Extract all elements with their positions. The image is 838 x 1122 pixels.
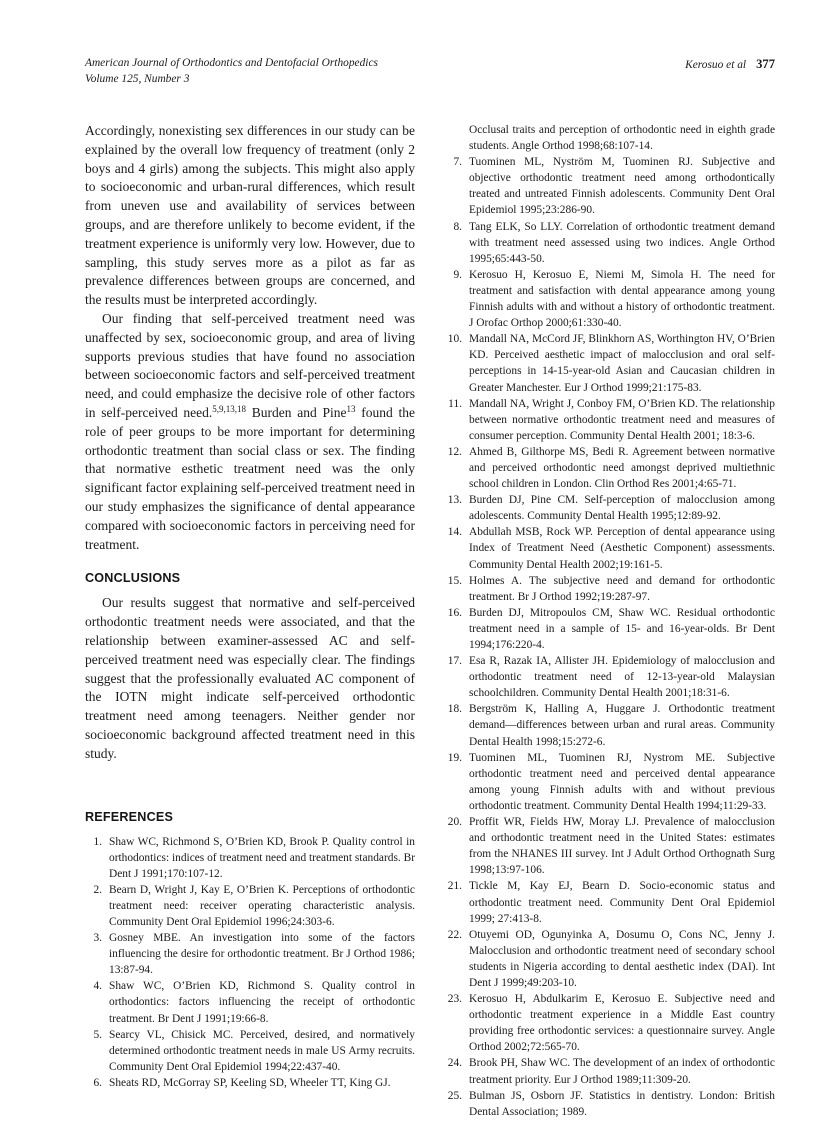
journal-volume-line: Volume 125, Number 3 [85, 72, 190, 85]
reference-text: Esa R, Razak IA, Allister JH. Epidemiology of malocclusion and orthodontic treatment need of 12-13-year-old Malaysian schoolchildren. Community Dental Health 2001;18:31-6. [469, 655, 775, 700]
reference-item [445, 524, 775, 572]
reference-number: 21. [447, 880, 462, 893]
reference-number: 7. [453, 156, 462, 169]
journal-info [85, 56, 378, 87]
reference-item [85, 882, 415, 930]
reference-text: Holmes A. The subjective need and demand for orthodontic treatment. Br J Orthod 1992;19:287-97. [469, 574, 775, 603]
references-heading: REFERENCES [85, 809, 174, 824]
reference-text: Occlusal traits and perception of orthodontic need in eighth grade students. Angle Orthod 1998;68:107-14. [469, 124, 775, 153]
reference-item [85, 1027, 415, 1075]
conclusions-paragraph: Our results suggest that normative and self-perceived orthodontic treatment needs were associated, and that the relationship between examiner-assessed AC and self-perceived treatment need was especially clear. The findings suggest that the professionally evaluated AC component of the IOTN might indicate self-perceived orthodontic treatment need among teenagers. Neither gender nor socioeconomic background affected treatment need in this study. [85, 595, 415, 761]
reference-item [445, 267, 775, 331]
reference-item [445, 605, 775, 653]
page-number: 377 [756, 57, 775, 71]
references-list-right [445, 122, 775, 1120]
reference-item [445, 219, 775, 267]
paragraph-text: Burden and Pine [246, 404, 347, 420]
reference-number: 4. [93, 980, 102, 993]
reference-number: 5. [93, 1028, 102, 1041]
reference-text: Kerosuo H, Kerosuo E, Niemi M, Simola H. The need for treatment and satisfaction with dental appearance among young Finnish adults with and without a history of orthodontic treatment. J Orofac Orthop 2000;61:330-40. [469, 268, 775, 330]
running-head-right [685, 56, 775, 72]
reference-item [85, 978, 415, 1026]
reference-text: Bearn D, Wright J, Kay E, O’Brien K. Perceptions of orthodontic treatment need: receiver operating characteristic analysis. Community Dent Oral Epidemiol 1996;24:303-6. [109, 883, 415, 928]
reference-text: Burden DJ, Pine CM. Self-perception of malocclusion among adolescents. Community Dental Health 1995;12:89-92. [469, 494, 775, 523]
reference-number: 15. [447, 574, 462, 587]
reference-number: 1. [93, 835, 102, 848]
reference-item [445, 492, 775, 524]
discussion-paragraph-1: Accordingly, nonexisting sex differences in our study can be explained by the overall low frequency of treatment (only 2 boys and 4 girls) among the subjects. This might also apply to socioeconomic and urban-rural differences, which result from uneven use and availability of services between groups, and are therefore unlikely to become evident, if the treatment experience is uniformly very low. However, due to sampling, this study serves more as a pilot as far as prevalence differences between groups are concerned, and the results must be interpreted accordingly. [85, 123, 415, 308]
reference-number: 19. [447, 751, 462, 764]
reference-text: Brook PH, Shaw WC. The development of an index of orthodontic treatment priority. Eur J Orthod 1989;11:309-20. [469, 1057, 775, 1086]
reference-text: Abdullah MSB, Rock WP. Perception of dental appearance using Index of Treatment Need (Aesthetic Component) assessments. Community Dental Health 2002;19:161-5. [469, 526, 775, 571]
reference-number: 8. [453, 220, 462, 233]
reference-text: Mandall NA, McCord JF, Blinkhorn AS, Worthington HV, O’Brien KD. Perceived aesthetic impact of malocclusion and oral self-perceptions in 14-15-year-old Asian and Caucasian children in Greater Manchester. Eur J Orthod 1999;21:175-83. [469, 333, 775, 394]
reference-item [85, 1075, 415, 1091]
reference-text: Kerosuo H, Abdulkarim E, Kerosuo E. Subjective need and orthodontic treatment experience in a Middle East country providing free orthodontic services: a questionnaire survey. Angle Orthod 2002;72:565-70. [469, 993, 775, 1054]
reference-text: Tickle M, Kay EJ, Bearn D. Socio-economic status and orthodontic treatment need. Community Dent Oral Epidemiol 1999; 27:413-8. [469, 880, 775, 925]
reference-item [445, 991, 775, 1055]
references-list-left [85, 834, 415, 1092]
reference-item [85, 834, 415, 882]
reference-item [445, 1055, 775, 1087]
reference-text: Mandall NA, Wright J, Conboy FM, O’Brien KD. The relationship between normative orthodontic treatment need and measures of consumer perception. Community Dental Health 2001; 18:3-6. [469, 397, 775, 442]
reference-item [445, 750, 775, 814]
reference-item [445, 701, 775, 749]
reference-number: 18. [447, 703, 462, 716]
reference-text: Bergström K, Halling A, Huggare J. Orthodontic treatment demand—differences between urban and rural areas. Community Dental Health 1998;15:272-6. [469, 703, 775, 748]
reference-number: 22. [447, 928, 462, 941]
reference-number: 3. [93, 932, 102, 945]
left-column [85, 122, 415, 1120]
reference-text: Tuominen ML, Tuominen RJ, Nystrom ME. Subjective orthodontic treatment need and perceived dental appearance among young Finnish adults with and without previous orthodontic treatment. Community Dental Health 1994;11:29-33. [469, 751, 775, 812]
reference-item [445, 653, 775, 701]
conclusions-heading: CONCLUSIONS [85, 571, 181, 586]
reference-number: 12. [447, 445, 462, 458]
reference-number: 6. [93, 1076, 102, 1089]
reference-item [445, 154, 775, 218]
reference-number: 10. [447, 333, 462, 346]
paragraph-text: Our finding that self-perceived treatment need was unaffected by sex, socioeconomic group, and area of living supports previous studies that have found no association between socioeconomic factors and self-perceived treatment need, and could emphasize the decisive role of other factors in self-perceived need. [85, 310, 415, 420]
reference-text: Tang ELK, So LLY. Correlation of orthodontic treatment demand with treatment need assessed using two indices. Angle Orthod 1995;65:443-50. [469, 220, 775, 265]
reference-text: Gosney MBE. An investigation into some of the factors influencing the desire for orthodontic treatment. Br J Orthod 1986; 13:87-94. [109, 932, 415, 977]
reference-text: Shaw WC, Richmond S, O’Brien KD, Brook P. Quality control in orthodontics: indices of treatment need and treatment standards. Br Dent J 1991;170:107-12. [109, 835, 415, 880]
reference-number: 17. [447, 655, 462, 668]
reference-item [445, 396, 775, 444]
reference-number: 24. [447, 1057, 462, 1070]
reference-text: Ahmed B, Gilthorpe MS, Bedi R. Agreement between normative and perceived orthodontic need amongst deprived multiethnic school children in London. Clin Orthod Res 2001;4:65-71. [469, 445, 775, 491]
reference-text: Sheats RD, McGorray SP, Keeling SD, Wheeler TT, King GJ. [109, 1076, 391, 1089]
reference-number: 9. [453, 268, 462, 281]
reference-number: 23. [447, 993, 462, 1006]
reference-text: Searcy VL, Chisick MC. Perceived, desired, and normatively determined orthodontic treatment needs in male US Army recruits. Community Dent Oral Epidemiol 1994;22:437-40. [109, 1028, 415, 1073]
reference-number: 14. [447, 526, 462, 539]
right-column [445, 122, 775, 1120]
reference-item [445, 573, 775, 605]
reference-text: Tuominen ML, Nyström M, Tuominen RJ. Subjective and objective orthodontic treatment need among orthodontically treated and untreated Finnish adolescents. Community Dent Oral Epidemiol 1995;23:286-90. [469, 156, 775, 217]
running-header [85, 56, 775, 87]
running-authors: Kerosuo et al [685, 59, 747, 71]
article-body [85, 122, 775, 1120]
reference-item [445, 814, 775, 878]
reference-item [445, 1088, 775, 1120]
reference-item-continuation [445, 122, 775, 154]
reference-item [445, 927, 775, 991]
paragraph-text: found the role of peer groups to be more important for determining orthodontic treatment than social class or sex. The finding that normative esthetic treatment need was the only significant factor explaining self-perceived treatment need in our study emphasizes the significance of dental appearance compared with socioeconomic factors in perceiving need for treatment. [85, 404, 415, 552]
reference-number: 20. [447, 816, 462, 829]
reference-text: Otuyemi OD, Ogunyinka A, Dosumu O, Cons NC, Jenny J. Malocclusion and orthodontic treatment need of secondary school students in Nigeria according to dental aesthetic index (DAI). Int Dent J 1999;49:203-10. [469, 928, 775, 989]
reference-number: 11. [448, 397, 462, 410]
reference-number [445, 122, 469, 154]
reference-text: Bulman JS, Osborn JF. Statistics in dentistry. London: British Dental Association; 1989. [469, 1089, 775, 1118]
reference-text: Burden DJ, Mitropoulos CM, Shaw WC. Residual orthodontic treatment need in a sample of 15- and 16-year-olds. Br Dent 1994;176:220-4. [469, 606, 775, 651]
reference-number: 16. [447, 606, 462, 619]
journal-title: American Journal of Orthodontics and Dentofacial Orthopedics [85, 57, 378, 69]
reference-number: 25. [447, 1089, 462, 1102]
reference-item [445, 878, 775, 926]
reference-text: Proffit WR, Fields HW, Moray LJ. Prevalence of malocclusion and orthodontic treatment need in the United States: estimates from the NHANES III survey. Int J Adult Orthod Orthognath Surg 1998;13:97-106. [469, 816, 775, 877]
discussion-paragraph-2 [85, 310, 415, 554]
reference-number: 13. [447, 494, 462, 507]
reference-item [445, 444, 775, 492]
citation-superscript: 13 [346, 404, 356, 415]
reference-item [445, 331, 775, 395]
citation-superscript: 5,9,13,18 [212, 404, 247, 415]
reference-item [85, 930, 415, 978]
reference-text: Shaw WC, O’Brien KD, Richmond S. Quality control in orthodontics: factors influencing the receipt of orthodontic treatment. Br Dent J 1991;19:66-8. [109, 980, 415, 1025]
reference-number: 2. [93, 883, 102, 896]
